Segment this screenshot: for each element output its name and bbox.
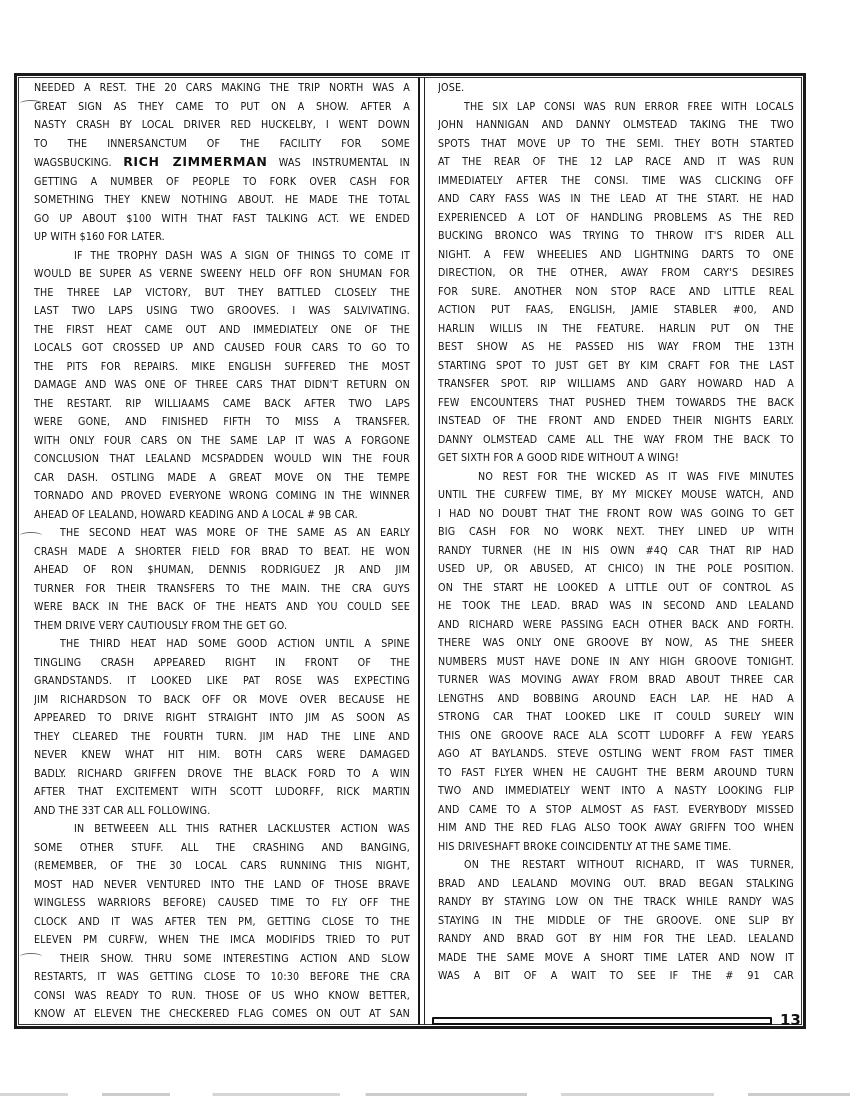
article-text-line: TO FAST FLYER WHEN HE CAUGHT THE BERM AROUND TURN — [438, 766, 794, 779]
article-text-line: THIS ONE GROOVE RACE ALA SCOTT LUDORFF A FEW YEARS — [438, 729, 794, 742]
article-text-line: JOHN HANNIGAN AND DANNY OLMSTEAD TAKING THE TWO — [438, 119, 794, 131]
article-column-right — [434, 79, 798, 986]
article-text-line: AFTER THAT EXCITEMENT WITH SCOTT LUDORFF, RICK MARTIN — [34, 786, 410, 798]
article-text-line: THERE WAS ONLY ONE GROOVE BY NOW, AS THE SHEER — [438, 637, 794, 649]
article-text-line: IMMEDIATELY AFTER THE CONSI. TIME WAS CLICKING OFF — [438, 174, 794, 187]
article-text-line: TORNADO AND PROVED EVERYONE WRONG COMING IN THE WINNER — [34, 490, 410, 502]
article-text-line: JIM RICHARDSON TO BACK OFF OR MOVE OVER BECAUSE HE — [34, 693, 410, 706]
article-text-line: HARLIN WILLIS IN THE FEATURE. HARLIN PUT ON THE — [438, 322, 794, 335]
article-text-line: GRANDSTANDS. IT LOOKED LIKE PAT ROSE WAS EXPECTING — [34, 675, 410, 687]
article-text-line: GO UP ABOUT $100 WITH THAT FAST TALKING ACT. WE ENDED — [34, 212, 410, 225]
article-text-line: ON THE RESTART WITHOUT RICHARD, IT WAS TURNER, — [464, 859, 794, 871]
article-text-line: CLOCK AND IT WAS AFTER TEN PM, GETTING CLOSE TO THE — [34, 915, 410, 928]
article-text-line: EXPERIENCED A LOT OF HANDLING PROBLEMS AS THE RED — [438, 211, 794, 224]
article-text-line: TWO AND IMMEDIATELY WENT INTO A NASTY LOOKING FLIP — [438, 785, 794, 797]
article-text-line — [34, 153, 410, 173]
article-text-line: RANDY TURNER (HE IN HIS OWN #4Q CAR THAT RIP HAD — [438, 544, 794, 557]
article-text-line: WERE GONE, AND FINISHED FIFTH TO MISS A TRANSFER. — [34, 416, 410, 428]
article-text-line: AND RICHARD WERE PASSING EACH OTHER BACK AND FORTH. — [438, 618, 794, 631]
article-text-line: HE TOOK THE LEAD. BRAD WAS IN SECOND AND LEALAND — [438, 600, 794, 612]
column-divider — [418, 77, 420, 1025]
article-text-line: CONCLUSION THAT LEALAND MCSPADDEN WOULD WIN THE FOUR — [34, 453, 410, 465]
highlighted-name: RICH ZIMMERMAN — [123, 154, 268, 169]
article-text-line: INSTEAD OF THE FRONT AND ENDED THEIR NIGHTS EARLY. — [438, 415, 794, 427]
article-text-line: DIRECTION, OR THE OTHER, AWAY FROM CARY'S DESIRES — [438, 267, 794, 279]
article-text-line: WERE BACK IN THE BACK OF THE HEATS AND YOU COULD SEE — [34, 601, 410, 613]
article-text-line: THEY CLEARED THE FOURTH TURN. JIM HAD THE LINE AND — [34, 730, 410, 743]
article-text-line: TURNER FOR THEIR TRANSFERS TO THE MAIN. THE CRA GUYS — [34, 582, 410, 595]
article-text-line: SOME OTHER STUFF. ALL THE CRASHING AND BANGING, — [34, 841, 410, 854]
article-text-line: CONSI WAS READY TO RUN. THOSE OF US WHO KNOW BETTER, — [34, 989, 410, 1002]
article-text-line: USED UP, OR ABUSED, AT CHICO) IN THE POLE POSITION. — [438, 563, 794, 575]
article-text-line: STAYING IN THE MIDDLE OF THE GROOVE. ONE SLIP BY — [438, 914, 794, 927]
article-text-line: WITH ONLY FOUR CARS ON THE SAME LAP IT WAS A FORGONE — [34, 434, 410, 447]
article-text-line: BADLY. RICHARD GRIFFEN DROVE THE BLACK FORD TO A WIN — [34, 767, 410, 780]
article-text-line: DANNY OLMSTEAD CAME ALL THE WAY FROM THE BACK TO — [438, 433, 794, 446]
article-text-line: THE RESTART. RIP WILLIAAMS CAME BACK AFTER TWO LAPS — [34, 397, 410, 410]
article-text-line: AHEAD OF RON $HUMAN, DENNIS RODRIGUEZ JR AND JIM — [34, 564, 410, 576]
article-text-line: JOSE. — [438, 82, 465, 94]
article-text-line: SPOTS THAT MOVE UP TO THE SEMI. THEY BOTH STARTED — [438, 137, 794, 150]
article-text-line: STARTING SPOT TO JUST GET BY KIM CRAFT FOR THE LAST — [438, 359, 794, 372]
article-text-line: CAR DASH. OSTLING MADE A GREAT MOVE ON THE TEMPE — [34, 471, 410, 484]
article-text-line: AHEAD OF LEALAND, HOWARD KEADING AND A LOCAL # 9B CAR. — [34, 508, 358, 521]
scan-artifact-mark — [20, 953, 42, 960]
article-text-line: MADE THE SAME MOVE A SHORT TIME LATER AND NOW IT — [438, 951, 794, 964]
scan-edge-artifact — [0, 1093, 850, 1096]
article-text-line: THE SIX LAP CONSI WAS RUN ERROR FREE WITH LOCALS — [464, 100, 794, 113]
article-text-line: THE SECOND HEAT WAS MORE OF THE SAME AS AN EARLY — [60, 527, 410, 539]
article-text-line: WINGLESS WARRIORS BEFORE) CAUSED TIME TO FLY OFF THE — [34, 897, 410, 909]
article-text-line: LOCALS GOT CROSSED UP AND CAUSED FOUR CARS TO GO TO — [34, 342, 410, 354]
article-text-line: NASTY CRASH BY LOCAL DRIVER RED HUCKELBY, I WENT DOWN — [34, 119, 410, 131]
article-text-line: NO REST FOR THE WICKED AS IT WAS FIVE MINUTES — [478, 470, 794, 483]
article-text-line: LENGTHS AND BOBBING AROUND EACH LAP. HE HAD A — [438, 692, 794, 705]
page-number: 13 — [780, 1011, 801, 1029]
article-text-line: BRAD AND LEALAND MOVING OUT. BRAD BEGAN STALKING — [438, 877, 794, 890]
footer-rule-bar — [432, 1017, 772, 1025]
article-text-line: DAMAGE AND WAS ONE OF THREE CARS THAT DIDN'T RETURN ON — [34, 379, 410, 391]
article-text-line: GETTING A NUMBER OF PEOPLE TO FORK OVER CASH FOR — [34, 175, 410, 188]
column-divider-rule — [424, 77, 425, 1025]
article-text-line: NUMBERS MUST HAVE DONE IN ANY HIGH GROOVE TONIGHT. — [438, 655, 794, 668]
article-text-line: RANDY BY STAYING LOW ON THE TRACK WHILE RANDY WAS — [438, 896, 794, 908]
article-text-line: KNOW AT ELEVEN THE CHECKERED FLAG COMES ON OUT AT SAN — [34, 1008, 410, 1020]
article-text-line: RESTARTS, IT WAS GETTING CLOSE TO 10:30 BEFORE THE CRA — [34, 971, 410, 983]
article-text-line: WOULD BE SUPER AS VERNE SWEENY HELD OFF RON SHUMAN FOR — [34, 268, 410, 280]
article-text-line: UNTIL THE CURFEW TIME, BY MY MICKEY MOUSE WATCH, AND — [438, 489, 794, 501]
scan-artifact-mark — [20, 532, 42, 539]
article-text-line: RANDY AND BRAD GOT BY HIM FOR THE LEAD. LEALAND — [438, 933, 794, 945]
article-text-line: AND THE 33T CAR ALL FOLLOWING. — [34, 804, 211, 817]
article-text-line: TURNER WAS MOVING AWAY FROM BRAD ABOUT THREE CAR — [438, 674, 794, 686]
article-text-line: APPEARED TO DRIVE RIGHT STRAIGHT INTO JIM AS SOON AS — [34, 712, 410, 724]
article-text-line: LAST TWO LAPS USING TWO GROOVES. I WAS SALVIVATING. — [34, 305, 410, 317]
article-column-left — [24, 79, 414, 1024]
article-text-line: FEW ENCOUNTERS THAT PUSHED THEM TOWARDS THE BACK — [438, 396, 794, 409]
article-text-line: TO THE INNERSANCTUM OF THE FACILITY FOR SOME — [34, 137, 410, 150]
text-run: WAS INSTRUMENTAL IN — [267, 157, 410, 169]
article-text-line: IN BETWEEEN ALL THIS RATHER LACKLUSTER ACTION WAS — [74, 823, 410, 835]
article-text-line: THE FIRST HEAT CAME OUT AND IMMEDIATELY ONE OF THE — [34, 323, 410, 336]
article-text-line: AGO AT BAYLANDS. STEVE OSTLING WENT FROM FAST TIMER — [438, 748, 794, 760]
article-text-line: THE THREE LAP VICTORY, BUT THEY BATTLED CLOSELY THE — [34, 286, 410, 299]
scan-artifact-mark — [20, 100, 42, 107]
article-text-line: HIS DRIVESHAFT BROKE COINCIDENTLY AT THE SAME TIME. — [438, 840, 732, 853]
article-text-line: ACTION PUT FAAS, ENGLISH, JAMIE STABLER #00, AND — [438, 304, 794, 316]
article-text-line: AND CAME TO A STOP ALMOST AS FAST. EVERYBODY MISSED — [438, 803, 794, 816]
article-text-line: IF THE TROPHY DASH WAS A SIGN OF THINGS TO COME IT — [74, 249, 410, 262]
article-text-line: NIGHT. A FEW WHEELIES AND LIGHTNING DARTS TO ONE — [438, 248, 794, 261]
article-text-line: AND CARY FASS WAS IN THE LEAD AT THE START. HE HAD — [438, 193, 794, 205]
article-text-line: GET SIXTH FOR A GOOD RIDE WITHOUT A WING! — [438, 452, 680, 464]
article-text-line: STRONG CAR THAT LOOKED LIKE IT COULD SURELY WIN — [438, 711, 794, 723]
article-text-line: NEVER KNEW WHAT HIT HIM. BOTH CARS WERE DAMAGED — [34, 749, 410, 761]
article-text-line: MOST HAD NEVER VENTURED INTO THE LAND OF THOSE BRAVE — [34, 878, 410, 891]
article-text-line: NEEDED A REST. THE 20 CARS MAKING THE TRIP NORTH WAS A — [34, 82, 410, 94]
article-text-line: I HAD NO DOUBT THAT THE FRONT ROW WAS GOING TO GET — [438, 507, 794, 520]
article-text-line: (REMEMBER, OF THE 30 LOCAL CARS RUNNING THIS NIGHT, — [34, 860, 410, 872]
article-text-line: BEST SHOW AS HE PASSED HIS WAY FROM THE 13TH — [438, 341, 794, 353]
article-text-line: BIG CASH FOR NO WORK NEXT. THEY LINED UP WITH — [438, 526, 794, 538]
article-text-line: AT THE REAR OF THE 12 LAP RACE AND IT WAS RUN — [438, 156, 794, 168]
article-text-line: THE THIRD HEAT HAD SOME GOOD ACTION UNTIL A SPINE — [60, 638, 410, 650]
article-text-line: HIM AND THE RED FLAG ALSO TOOK AWAY GRIFFN TOO WHEN — [438, 822, 794, 834]
article-text-line: ELEVEN PM CURFW, WHEN THE IMCA MODIFIDS TRIED TO PUT — [34, 934, 410, 946]
article-text-line: THEM DRIVE VERY CAUTIOUSLY FROM THE GET GO. — [34, 619, 288, 632]
article-text-line: SOMETHING THEY KNEW NOTHING ABOUT. HE MADE THE TOTAL — [34, 194, 410, 206]
article-text-line: ON THE START HE LOOKED A LITTLE OUT OF CONTROL AS — [438, 581, 794, 594]
article-text-line: THE PITS FOR REPAIRS. MIKE ENGLISH SUFFERED THE MOST — [34, 360, 410, 373]
article-text-line: WAS A BIT OF A WAIT TO SEE IF THE # 91 CAR — [438, 970, 794, 982]
text-run: WAGSBUCKING. — [34, 157, 124, 169]
article-text-line: CRASH MADE A SHORTER FIELD FOR BRAD TO BEAT. HE WON — [34, 545, 410, 558]
article-text-line: TRANSFER SPOT. RIP WILLIAMS AND GARY HOWARD HAD A — [438, 378, 794, 390]
article-text-line: BUCKING BRONCO WAS TRYING TO THROW IT'S RIDER ALL — [438, 230, 794, 242]
article-text-line: THEIR SHOW. THRU SOME INTERESTING ACTION AND SLOW — [60, 952, 410, 965]
article-text-line: UP WITH $160 FOR LATER. — [34, 231, 165, 243]
article-text-line: GREAT SIGN AS THEY CAME TO PUT ON A SHOW. AFTER A — [34, 100, 410, 113]
article-text-line: TINGLING CRASH APPEARED RIGHT IN FRONT OF THE — [34, 656, 410, 669]
article-text-line: FOR SURE. ANOTHER NON STOP RACE AND LITTLE REAL — [438, 285, 794, 298]
